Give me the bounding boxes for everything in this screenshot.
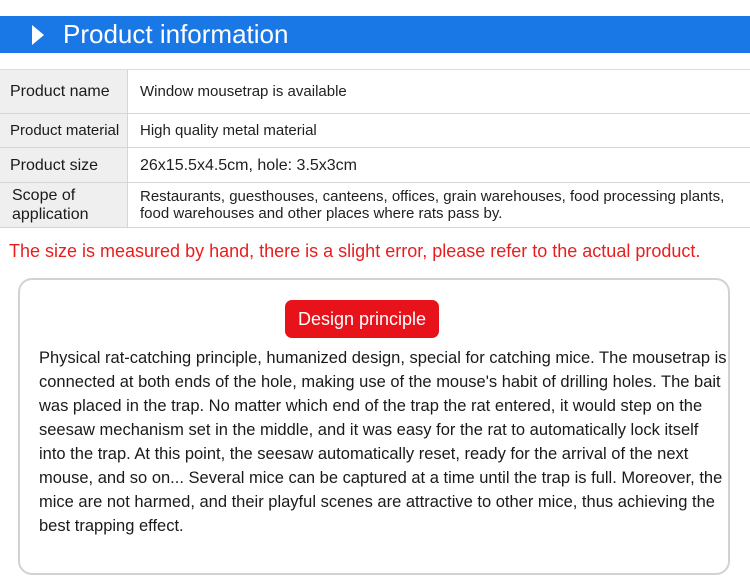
table-row bbox=[0, 183, 750, 228]
design-principle-text: Physical rat-catching principle, humanized design, special for catching mice. The mousetrap is connected at both ends of the hole, making use of the mouse's habit of drilling holes. The bait was placed in the trap. No matter which end of the trap the rat entered, it would step on the seesaw mechanism set in the middle, and it was easy for the rat to automatically lock itself into the trap. At this point, the seesaw automatically reset, ready for the arrival of the next mouse, and so on... Several mice can be captured at a time until the trap is full. Moreover, the mice are not harmed, and their playful scenes are attractive to other mice, thus achieving the best trapping effect. bbox=[39, 349, 727, 535]
row-value: Restaurants, guesthouses, canteens, offices, grain warehouses, food processing plants, food warehouses and other places where rats pass by. bbox=[140, 188, 725, 222]
table-row bbox=[0, 148, 750, 183]
row-label: Product material bbox=[0, 114, 128, 147]
row-label: Scope of application bbox=[0, 183, 128, 227]
row-value: High quality metal material bbox=[140, 122, 317, 139]
row-value: 26x15.5x4.5cm, hole: 3.5x3cm bbox=[140, 156, 358, 174]
row-value: Window mousetrap is available bbox=[140, 83, 347, 100]
size-notice: The size is measured by hand, there is a slight error, please refer to the actual product. bbox=[9, 241, 701, 261]
chevron-right-icon bbox=[32, 25, 44, 45]
table-row bbox=[0, 114, 750, 148]
section-title: Product information bbox=[63, 19, 289, 49]
row-label: Product size bbox=[0, 148, 128, 182]
design-principle-badge: Design principle bbox=[285, 300, 439, 338]
product-info-table bbox=[0, 69, 750, 228]
section-header bbox=[0, 16, 750, 53]
table-row bbox=[0, 70, 750, 114]
row-label: Product name bbox=[0, 70, 128, 113]
